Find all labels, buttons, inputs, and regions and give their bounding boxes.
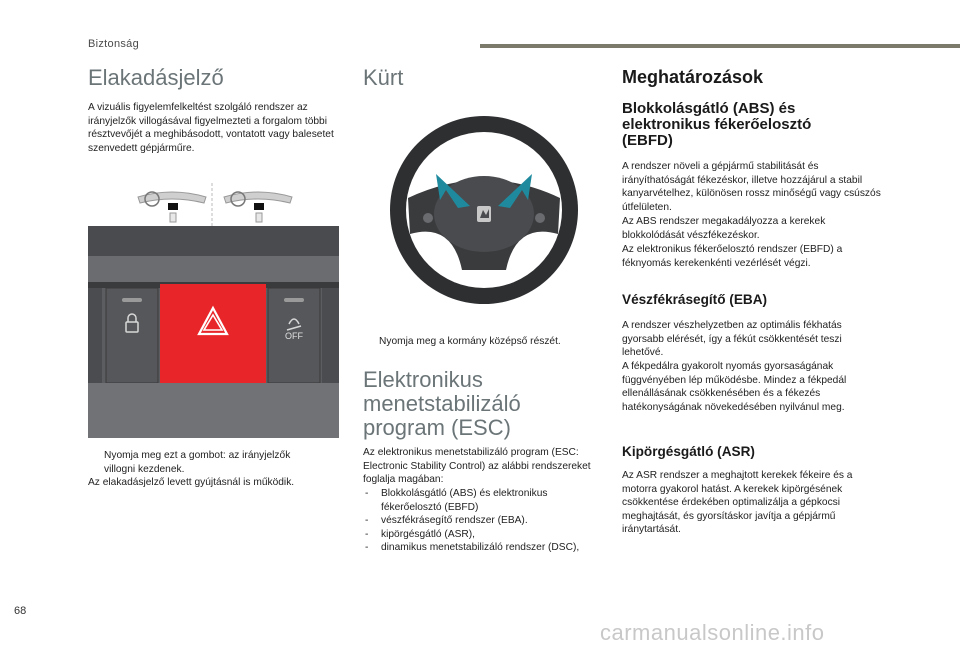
esc-title: Elektronikus menetstabilizáló program (ESC) <box>363 367 521 440</box>
hazard-intro: A vizuális figyelemfelkeltést szolgáló rendszer az irányjelzők villogásával figyelmezteti a forgalom többi résztvevőjét a meghibásodott, vontatott vagy balesetet szenvedett gépjárműre. <box>88 102 334 154</box>
abs-text-2: Az ABS rendszer megakadályozza a kerekek blokkolódását vészfékezéskor. <box>622 216 826 241</box>
horn-title: Kürt <box>363 65 404 90</box>
esc-intro: Az elektronikus menetstabilizáló program (ESC: Electronic Stability Control) az alábbi rendszereket foglalja magában: <box>363 447 591 485</box>
off-label: OFF <box>285 331 303 341</box>
eba-text-1: A rendszer vészhelyzetben az optimális fékhatás gyorsabb elérését, így a fékút csökkentését teszi lehetővé. <box>622 320 842 358</box>
esc-list <box>363 487 608 555</box>
hazard-mirror-illustration <box>132 183 302 229</box>
page-number: 68 <box>14 605 27 617</box>
esc-list-item: - dinamikus menetstabilizáló rendszer (DSC), <box>363 541 608 555</box>
asr-title: Kipörgésgátló (ASR) <box>622 444 755 459</box>
esc-list-item: - Blokkolásgátló (ABS) és elektronikus fékerőelosztó (EBFD) <box>363 487 608 514</box>
abs-title: Blokkolásgátló (ABS) és elektronikus fékerőelosztó (EBFD) <box>622 100 812 149</box>
esc-list-item: - vészfékrásegítő rendszer (EBA). <box>363 514 608 528</box>
hazard-title: Elakadásjelző <box>88 65 224 90</box>
lion-logo-icon <box>477 206 491 222</box>
hazard-instruction: Nyomja meg ezt a gombot: az irányjelzők villogni kezdenek. <box>104 450 291 475</box>
esc-list-item: - kipörgésgátló (ASR), <box>363 528 608 542</box>
hazard-panel-svg <box>88 226 339 438</box>
abs-text-3: Az elektronikus fékerőelosztó rendszer (EBFD) a féknyomás kerekenkénti vezérlését végzi. <box>622 244 843 269</box>
eba-title: Vészfékrásegítő (EBA) <box>622 292 768 307</box>
mirror-right-icon <box>224 192 292 222</box>
watermark: carmanualsonline.info <box>600 620 825 645</box>
mirror-left-icon <box>138 192 206 222</box>
steering-wheel-illustration <box>386 110 582 310</box>
abs-text-1: A rendszer növeli a gépjármű stabilitását és irányíthatóságát fékezéskor, illetve hozzájárul a stabil kanyarvételhez, különösen rossz minőségű vagy csúszós útfelületen. <box>622 161 881 213</box>
hazard-note: Az elakadásjelző levett gyújtásnál is működik. <box>88 477 295 488</box>
eba-text-2: A fékpedálra gyakorolt nyomás gyorsaságának függvényében lép működésbe. Mindez a fékpedál ellenállásának csökkenésében és a fékezés hatékonyságának növekedésében nyilvánul meg. <box>622 361 847 413</box>
header-bar <box>480 44 960 48</box>
hazard-panel-photo <box>88 226 339 438</box>
horn-instruction: Nyomja meg a kormány középső részét. <box>379 336 561 347</box>
section-label: Biztonság <box>88 38 140 50</box>
definitions-title: Meghatározások <box>622 67 764 87</box>
asr-text-1: Az ASR rendszer a meghajtott kerekek fékeire és a motorra gyakorol hatást. A kerekek kipörgésének csökkentése érdekében optimalizálja a gépkocsi meghajtását, és gyorsításkor javítja a gépjármű iránytartását. <box>622 470 853 535</box>
